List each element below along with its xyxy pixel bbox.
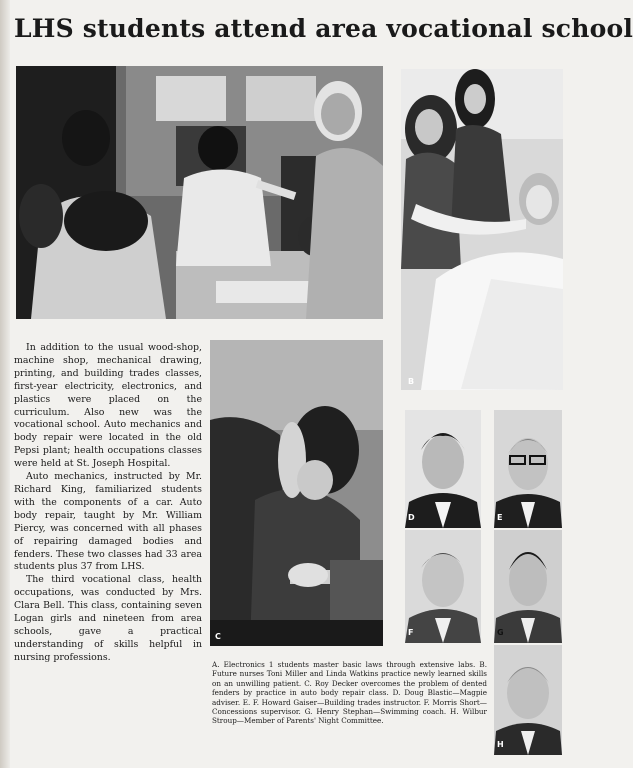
photo-c-auto-body-repair — [210, 340, 383, 646]
portrait-e — [494, 410, 562, 528]
article-paragraph: Auto mechanics, instructed by Mr. Richard King, familiarized students with the components of a car. Auto body repair, taught by Mr. William Piercy, was concerned with all phases of repairing damaged bodies and fenders. These two classes had 33 area students plus 37 from LHS. — [14, 471, 202, 573]
portrait-g-label: G — [497, 628, 504, 637]
portrait-g — [494, 530, 562, 643]
photo-b-label: B — [408, 377, 415, 386]
portrait-h-label: H — [497, 740, 504, 749]
page-edge — [0, 0, 10, 768]
photo-captions: A. Electronics 1 students master basic laws through extensive labs. B. Future nurses Toni Miller and Linda Watkins practice newly learned skills on an unwilling patient. C. Roy Decker overcomes the problem of dented fenders by practice in auto body repair class. D. Doug Blastic—Magpie adviser. E. F. Howard Gaiser—Building trades instructor. F. Morris Short—Concessions supervisor. G. Henry Stephan—Swimming coach. H. Wilbur Stroup—Member of Parents' Night Committee. — [212, 660, 487, 726]
article-body — [14, 342, 202, 665]
portrait-f — [405, 530, 481, 643]
photo-c-label: C — [215, 632, 221, 641]
page-headline: LHS students attend area vocational school — [14, 14, 633, 43]
article-paragraph: The third vocational class, health occupations, was conducted by Mrs. Clara Bell. This class, containing seven Logan girls and nineteen from area schools, gave a practical understanding of skills helpful in nursing professions. — [14, 574, 202, 663]
portrait-h — [494, 645, 562, 755]
portrait-d — [405, 410, 481, 528]
photo-a-electronics-lab — [16, 66, 383, 319]
photo-b-future-nurses — [401, 69, 563, 390]
article-paragraph: In addition to the usual wood-shop, machine shop, mechanical drawing, printing, and building trades classes, first-year electricity, electronics, and plastics were placed on the curriculum. Also new was the vocational school. Auto mechanics and body repair were located in the old Pepsi plant; health occupations classes were held at St. Joseph Hospital. — [14, 342, 202, 470]
portrait-f-label: F — [408, 628, 414, 637]
portrait-e-label: E — [497, 513, 503, 522]
portrait-d-label: D — [408, 513, 415, 522]
